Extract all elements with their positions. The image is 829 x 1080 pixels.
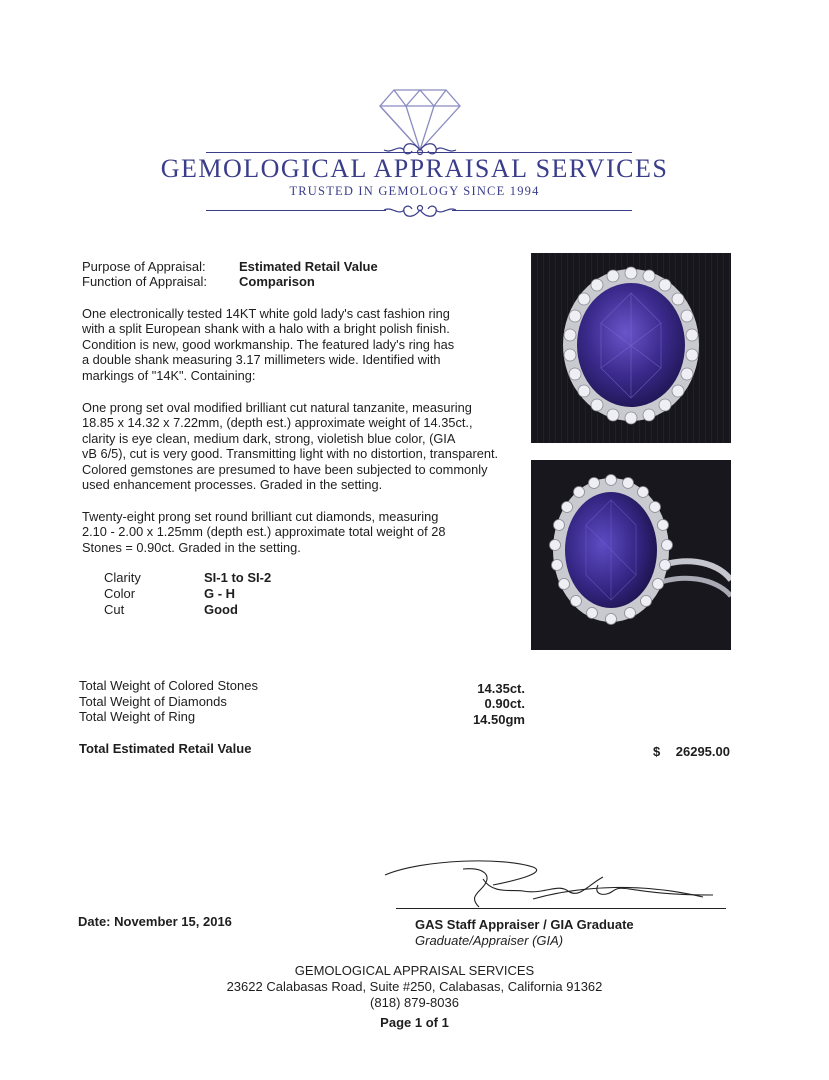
- clarity-value: SI-1 to SI-2: [204, 570, 272, 585]
- purpose-label: Purpose of Appraisal:: [82, 259, 206, 274]
- description-line: a double shank measuring 3.17 millimeters wide. Identified with: [82, 352, 441, 368]
- description-line: 2.10 - 2.00 x 1.25mm (depth est.) approximate total weight of 28: [82, 524, 446, 540]
- header-rule-bottom-left: [206, 210, 386, 211]
- ornament-bottom-icon: [382, 198, 458, 222]
- description-line: with a split European shank with a halo with a bright polish finish.: [82, 321, 450, 337]
- header-rule-bottom-right: [452, 210, 632, 211]
- ring-description: [82, 306, 527, 383]
- signature-line: [396, 908, 726, 909]
- color-value: G - H: [204, 586, 236, 601]
- appraiser-signature: [383, 855, 733, 915]
- header-rule-top: [206, 152, 632, 153]
- description-line: Colored gemstones are presumed to have been subjected to commonly: [82, 461, 488, 477]
- description-line: One electronically tested 14KT white gold lady's cast fashion ring: [82, 306, 450, 321]
- appraisal-date: Date: November 15, 2016: [78, 914, 232, 929]
- tanzanite-description: [82, 400, 527, 492]
- total-diamonds-label: Total Weight of Diamonds: [79, 694, 227, 709]
- cut-value: Good: [204, 602, 238, 617]
- appraiser-title: GAS Staff Appraiser / GIA Graduate: [415, 917, 634, 932]
- ring-side-view-image: [531, 460, 731, 650]
- ring-photo-side: [531, 460, 731, 650]
- description-line: One prong set oval modified brilliant cut natural tanzanite, measuring: [82, 400, 472, 415]
- description-line: Stones = 0.90ct. Graded in the setting.: [82, 539, 301, 555]
- clarity-label: Clarity: [104, 570, 141, 585]
- footer-company: GEMOLOGICAL APPRAISAL SERVICES: [294, 963, 535, 978]
- description-line: vB 6/5), cut is very good. Transmitting light with no distortion, transparent.: [82, 446, 499, 462]
- currency-symbol: $: [653, 744, 661, 759]
- purpose-value: Estimated Retail Value: [239, 259, 378, 274]
- cut-label: Cut: [104, 602, 125, 617]
- description-line: used enhancement processes. Graded in the setting.: [82, 477, 383, 493]
- diamonds-description: [82, 509, 527, 555]
- function-value: Comparison: [239, 274, 315, 289]
- total-ring-value: 14.50gm: [472, 712, 525, 727]
- retail-value: 26295.00: [675, 744, 730, 759]
- company-title: GEMOLOGICAL APPRAISAL SERVICES: [160, 154, 669, 183]
- page-number: Page 1 of 1: [380, 1015, 449, 1030]
- total-colored-stones-label: Total Weight of Colored Stones: [79, 678, 258, 693]
- retail-value-label: Total Estimated Retail Value: [79, 741, 252, 756]
- footer-address: 23622 Calabasas Road, Suite #250, Calabasas, California 91362: [226, 979, 603, 994]
- description-line: 18.85 x 14.32 x 7.22mm, (depth est.) approximate weight of 14.35ct.,: [82, 415, 473, 431]
- total-colored-stones-value: 14.35ct.: [477, 681, 525, 696]
- description-line: Twenty-eight prong set round brilliant cut diamonds, measuring: [82, 509, 439, 524]
- total-diamonds-value: 0.90ct.: [484, 696, 525, 711]
- footer-phone: (818) 879-8036: [370, 995, 459, 1010]
- total-ring-label: Total Weight of Ring: [79, 709, 196, 724]
- ring-photo-top: [531, 253, 731, 443]
- description-line: Condition is new, good workmanship. The featured lady's ring has: [82, 336, 455, 352]
- color-label: Color: [104, 586, 136, 601]
- appraiser-subtitle: Graduate/Appraiser (GIA): [415, 933, 564, 948]
- company-tagline: TRUSTED IN GEMOLOGY SINCE 1994: [289, 184, 540, 198]
- description-line: markings of "14K". Containing:: [82, 367, 256, 383]
- description-line: clarity is eye clean, medium dark, strong, violetish blue color, (GIA: [82, 430, 456, 446]
- ring-top-view-image: [531, 253, 731, 443]
- function-label: Function of Appraisal:: [82, 274, 208, 289]
